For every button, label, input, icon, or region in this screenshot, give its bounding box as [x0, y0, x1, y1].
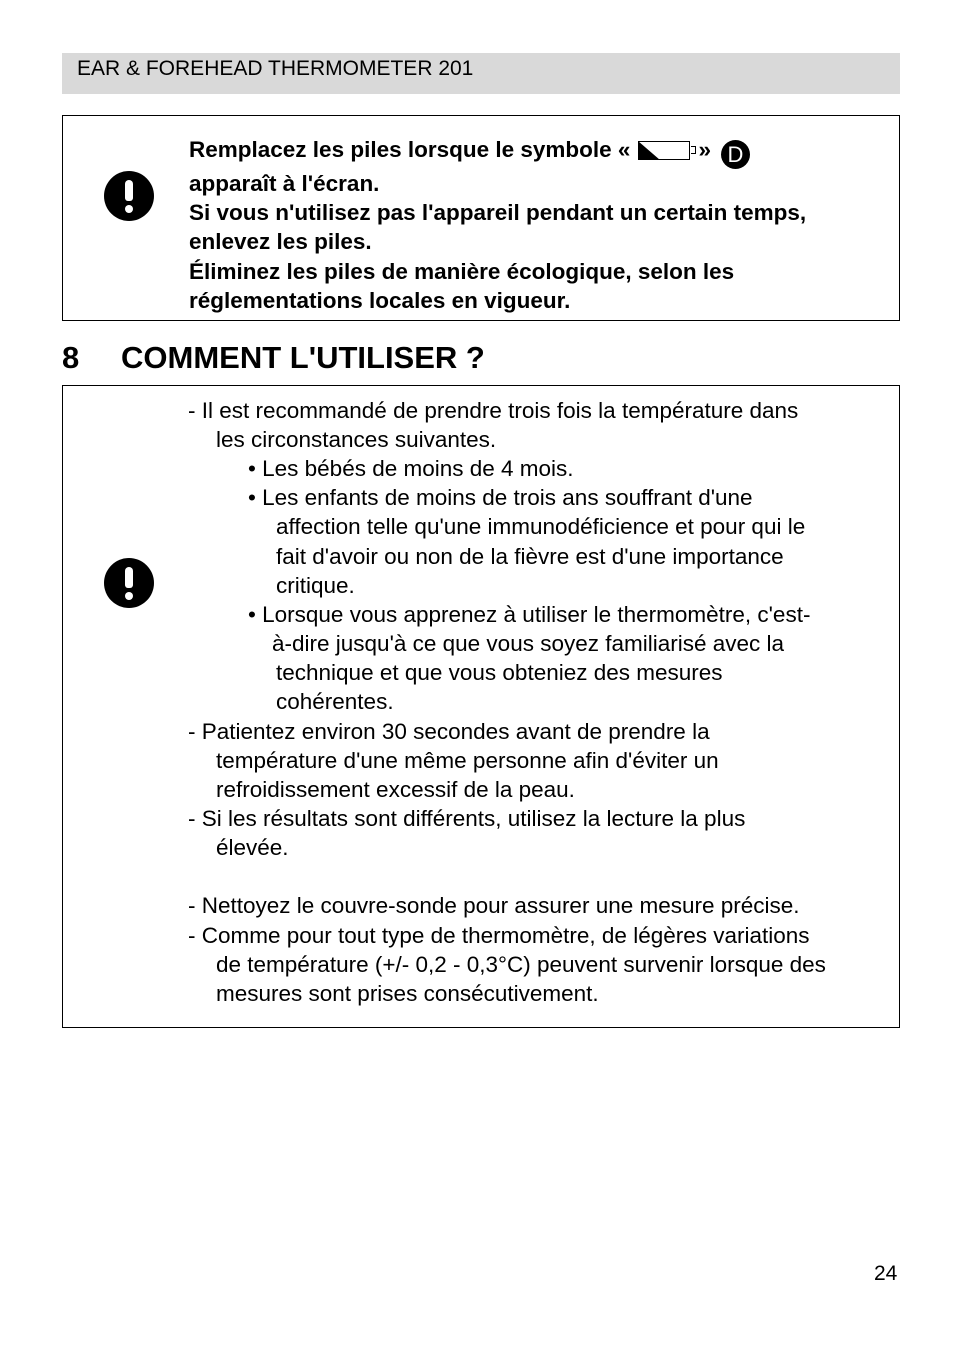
section-title: COMMENT L'UTILISER ?	[121, 340, 485, 375]
warning-line-4: enlevez les piles.	[189, 229, 372, 255]
warning-line-2: apparaît à l'écran.	[189, 171, 380, 196]
instruction-line: • Lorsque vous apprenez à utiliser le thermomètre, c'est-	[248, 602, 811, 627]
instruction-line: critique.	[276, 573, 355, 598]
instruction-line: - Nettoyez le couvre-sonde pour assurer une mesure précise.	[188, 893, 800, 918]
warning-line-1: Remplacez les piles lorsque le symbole « » D	[189, 135, 889, 169]
instruction-line: les circonstances suivantes.	[216, 427, 497, 452]
low-battery-icon	[638, 141, 690, 160]
document-title: EAR & FOREHEAD THERMOMETER 201	[77, 57, 474, 80]
warning-line-6: réglementations locales en vigueur.	[189, 287, 571, 313]
header-bar	[62, 53, 900, 94]
instruction-line: mesures sont prises consécutivement.	[216, 981, 599, 1006]
instruction-line: température d'une même personne afin d'éviter un	[216, 748, 719, 773]
battery-warning-text	[189, 135, 889, 315]
instruction-line: • Les bébés de moins de 4 mois.	[248, 456, 574, 481]
battery-warning-box	[62, 115, 900, 321]
instruction-line: - Patientez environ 30 secondes avant de prendre la	[188, 719, 710, 744]
instruction-line: - Il est recommandé de prendre trois fois la température dans	[188, 398, 799, 423]
page-number: 24	[874, 1262, 898, 1285]
warning-line-3: Si vous n'utilisez pas l'appareil pendant un certain temps,	[189, 200, 807, 226]
instruction-line: élevée.	[216, 835, 289, 860]
instruction-line: de température (+/- 0,2 - 0,3°C) peuvent survenir lorsque des	[216, 952, 826, 977]
section-heading	[62, 338, 485, 378]
instruction-line: • Les enfants de moins de trois ans souffrant d'une	[248, 485, 753, 510]
instruction-line: refroidissement excessif de la peau.	[216, 777, 575, 802]
instruction-line: fait d'avoir ou non de la fièvre est d'une importance	[276, 544, 784, 569]
instruction-line: à-dire jusqu'à ce que vous soyez familiarisé avec la	[272, 631, 785, 656]
exclamation-icon	[104, 558, 154, 608]
exclamation-icon	[104, 171, 154, 221]
display-callout-badge: D	[721, 140, 750, 169]
instruction-line: cohérentes.	[276, 689, 394, 714]
instruction-line: technique et que vous obteniez des mesures	[276, 660, 723, 685]
instruction-line: affection telle qu'une immunodéficience et pour qui le	[276, 514, 806, 539]
warning-line-5: Éliminez les piles de manière écologique, selon les	[189, 258, 735, 284]
usage-instructions-box	[62, 385, 900, 1028]
instruction-line: - Comme pour tout type de thermomètre, de légères variations	[188, 923, 810, 948]
instruction-line: - Si les résultats sont différents, utilisez la lecture la plus	[188, 806, 746, 831]
section-number: 8	[62, 340, 80, 375]
